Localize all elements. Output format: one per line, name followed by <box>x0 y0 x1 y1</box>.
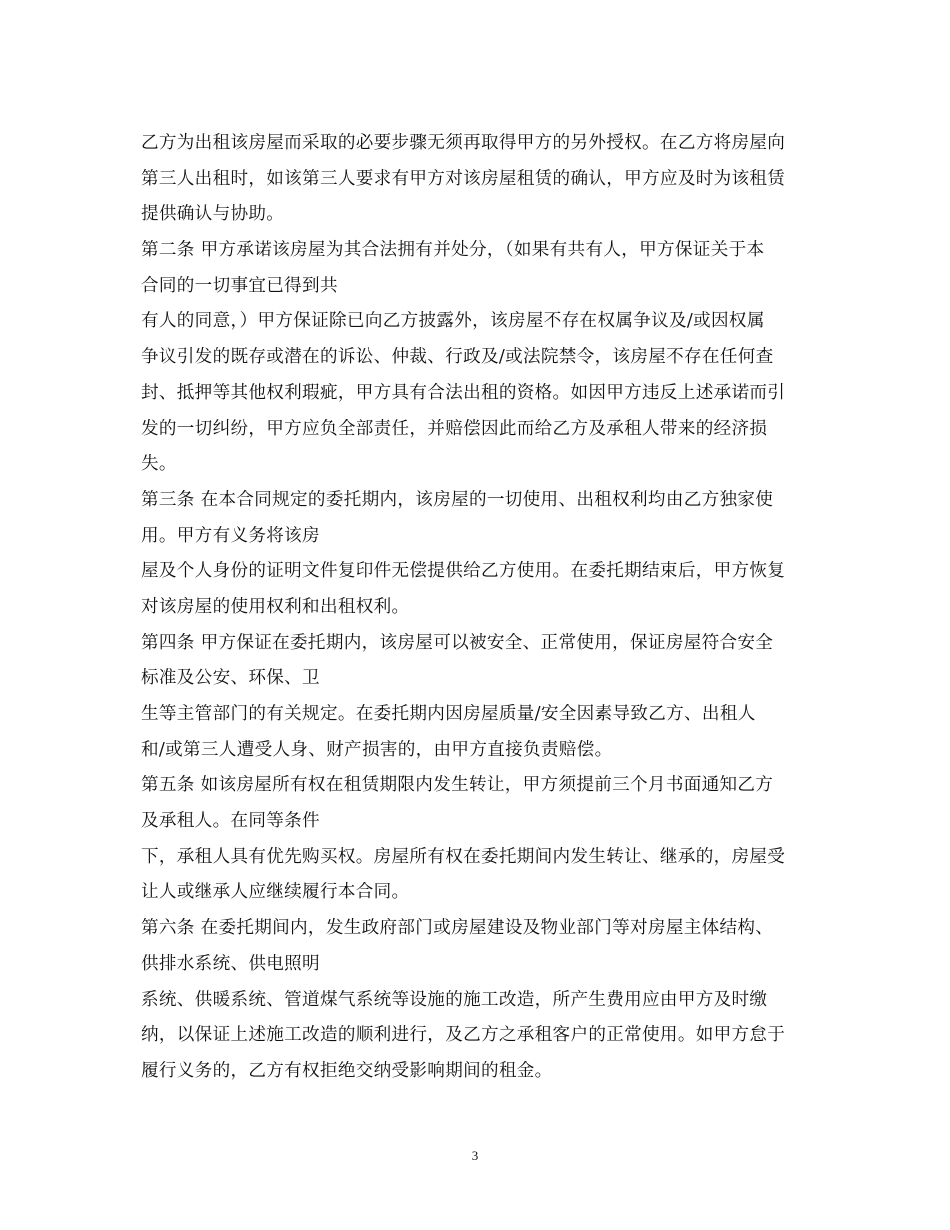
page-number: 3 <box>471 1148 479 1163</box>
text-line: 用。甲方有义务将该房 <box>141 525 320 546</box>
article-5-heading-line: 第五条 如该房屋所有权在租赁期限内发生转让，甲方须提前三个月书面通知乙方 <box>141 775 774 796</box>
text-line: 及承租人。在同等条件 <box>141 811 320 832</box>
text-line: 第三人出租时，如该第三人要求有甲方对该房屋租赁的确认，甲方应及时为该租赁 <box>141 168 786 189</box>
article-2-heading-line: 第二条 甲方承诺该房屋为其合法拥有并处分，（如果有共有人，甲方保证关于本 <box>141 240 765 261</box>
text-line: 和/或第三人遭受人身、财产损害的，由甲方直接负责赔偿。 <box>141 739 613 760</box>
text-line: 履行义务的，乙方有权拒绝交纳受影响期间的租金。 <box>141 1060 553 1081</box>
article-3-heading-line: 第三条 在本合同规定的委托期内，该房屋的一切使用、出租权利均由乙方独家使 <box>141 489 774 510</box>
text-line: 让人或继承人应继续履行本合同。 <box>141 882 410 903</box>
text-line: 对该房屋的使用权利和出租权利。 <box>141 596 410 617</box>
text-line: 纳，以保证上述施工改造的顺利进行，及乙方之承租客户的正常使用。如甲方怠于 <box>141 1025 786 1046</box>
text-line: 生等主管部门的有关规定。在委托期内因房屋质量/安全因素导致乙方、出租人 <box>141 704 756 724</box>
text-line: 下，承租人具有优先购买权。房屋所有权在委托期间内发生转让、继承的，房屋受 <box>141 846 786 867</box>
article-4-heading-line: 第四条 甲方保证在委托期内，该房屋可以被安全、正常使用，保证房屋符合安全 <box>141 632 774 653</box>
text-line: 乙方为出租该房屋而采取的必要步骤无须再取得甲方的另外授权。在乙方将房屋向 <box>141 133 786 153</box>
text-line: 封、抵押等其他权利瑕疵，甲方具有合法出租的资格。如因甲方违反上述承诺而引 <box>141 382 786 403</box>
text-line: 提供确认与协助。 <box>141 204 285 225</box>
article-6-heading-line: 第六条 在委托期间内，发生政府部门或房屋建设及物业部门等对房屋主体结构、 <box>141 918 774 939</box>
text-line: 标准及公安、环保、卫 <box>141 668 320 689</box>
document-body <box>141 129 821 1093</box>
text-line: 争议引发的既存或潜在的诉讼、仲裁、行政及/或法院禁令，该房屋不存在任何查 <box>141 347 774 368</box>
text-line: 供排水系统、供电照明 <box>141 953 320 974</box>
text-line: 发的一切纠纷，甲方应负全部责任，并赔偿因此而给乙方及承租人带来的经济损 <box>141 418 768 439</box>
text-line: 系统、供暖系统、管道煤气系统等设施的施工改造，所产生费用应由甲方及时缴 <box>141 989 768 1010</box>
text-line: 失。 <box>141 454 177 475</box>
text-line: 屋及个人身份的证明文件复印件无偿提供给乙方使用。在委托期结束后，甲方恢复 <box>141 561 786 582</box>
text-line: 合同的一切事宜已得到共 <box>141 275 338 296</box>
text-line: 有人的同意，）甲方保证除已向乙方披露外，该房屋不存在权属争议及/或因权属 <box>141 311 765 332</box>
